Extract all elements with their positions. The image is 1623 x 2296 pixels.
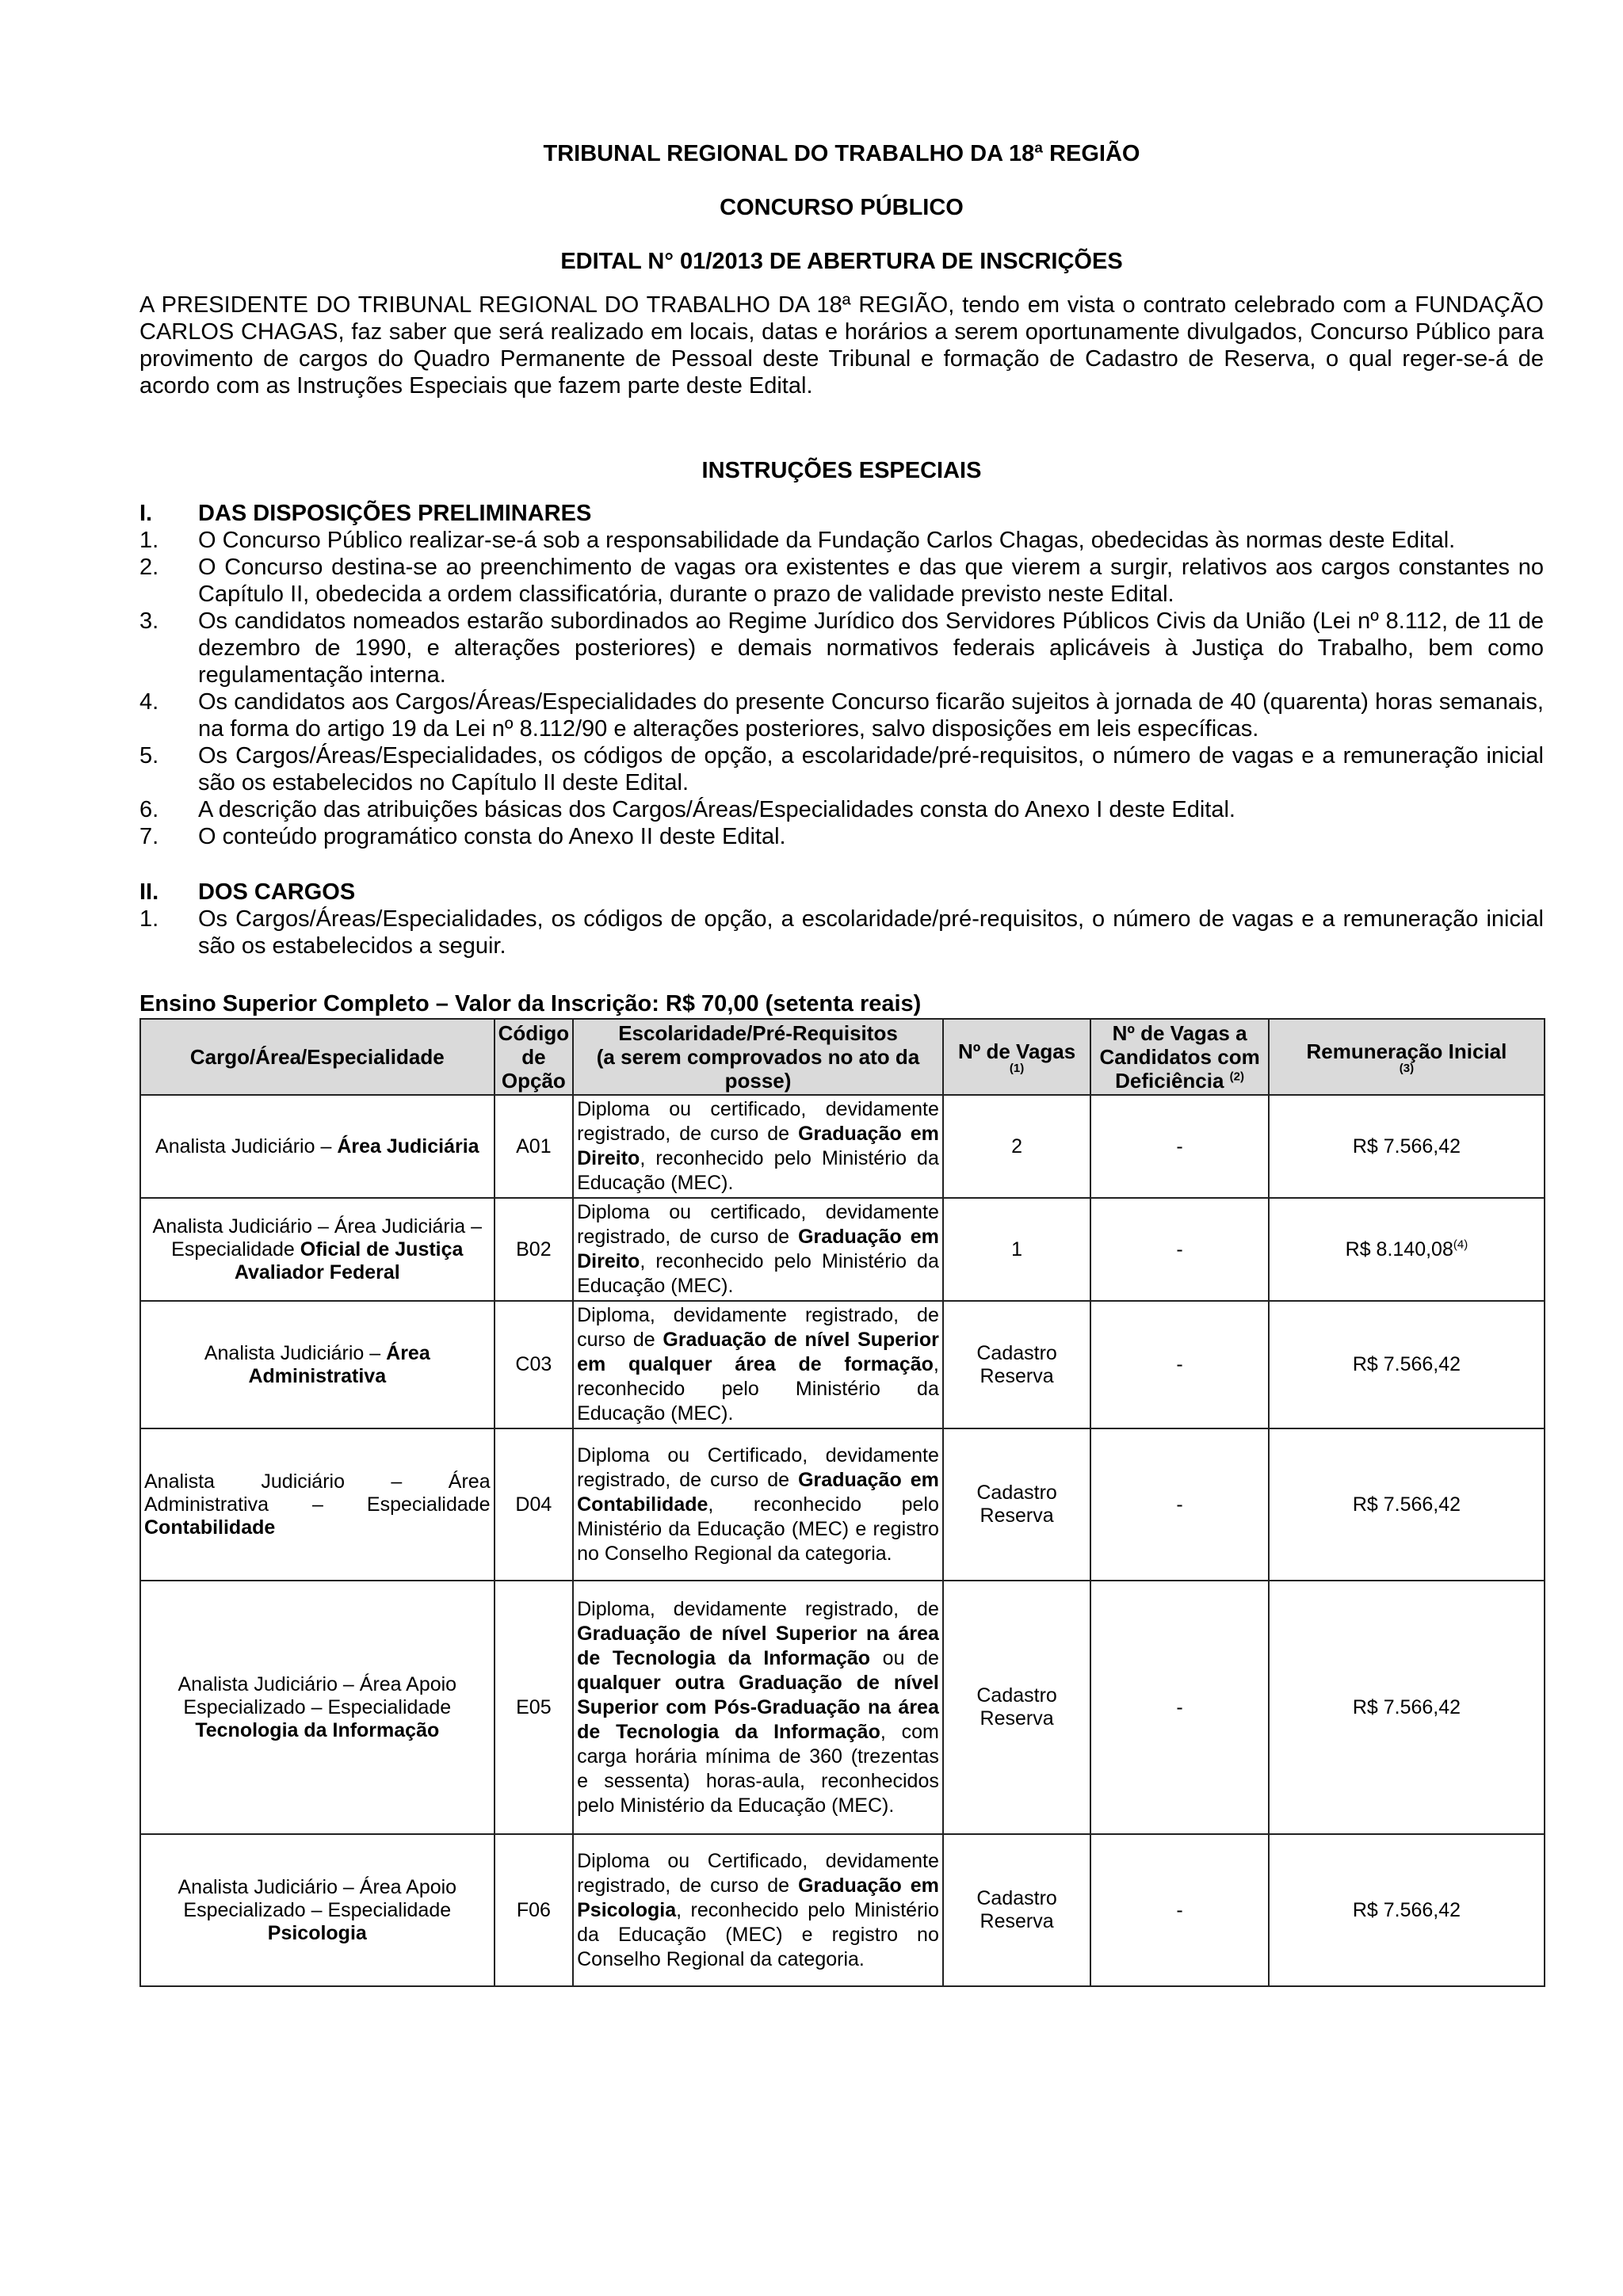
cell-vagas: 1 [943,1198,1090,1301]
item-text: Os Cargos/Áreas/Especialidades, os códigos de opção, a escolaridade/pré-requisitos, o número de vagas e a remuneração inicial são os estabelecidos no Capítulo II deste Edital. [198,743,1544,795]
cargo-text: Analista Judiciário – [155,1135,338,1158]
header-remuneracao [1269,1019,1545,1095]
cell-cargo [140,1428,495,1581]
header-escolaridade-line: Escolaridade/Pré-Requisitos [618,1021,898,1045]
header-edital: EDITAL N° 01/2013 DE ABERTURA DE INSCRIÇÕES [560,249,1123,274]
remuneracao-value: R$ 7.566,42 [1352,1493,1461,1516]
cargo-emphasis: Área Judiciária [337,1135,479,1158]
req-text: Diploma, devidamente registrado, de [577,1597,939,1620]
footnote-marker: (4) [1453,1238,1468,1252]
item-text: O conteúdo programático consta do Anexo II deste Edital. [198,824,786,849]
table-row [140,1581,1545,1834]
cell-escolaridade [573,1198,943,1301]
item-number: 5. [139,743,159,769]
header-vagas-label: Nº de Vagas [957,1039,1076,1063]
cell-codigo: A01 [495,1095,574,1198]
chapter-1-items [139,527,1544,850]
cell-remuneracao [1269,1301,1545,1428]
cell-codigo: D04 [495,1428,574,1581]
header-escolaridade-line: (a serem comprovados no ato da posse) [596,1045,920,1093]
cargo-text: Analista Judiciário – Área Judiciária – Especialidade [152,1215,483,1261]
cell-codigo: E05 [495,1581,574,1834]
req-text: , reconhecido pelo Ministério da Educação (MEC). [577,1147,939,1194]
remuneracao-value: R$ 7.566,42 [1352,1135,1461,1158]
req-text: Diploma ou Certificado, devidamente registrado, de curso de [577,1444,939,1491]
cell-cargo [140,1198,495,1301]
table-row [140,1198,1545,1301]
cell-vagas: 2 [943,1095,1090,1198]
req-text: Diploma ou Certificado, devidamente registrado, de curso de [577,1849,939,1897]
header-concurso: CONCURSO PÚBLICO [720,195,964,220]
header-codigo-line: Código [498,1021,570,1045]
cell-codigo: B02 [495,1198,574,1301]
cargo-text: Analista Judiciário – Área Apoio Especializado – Especialidade [178,1875,457,1921]
table-row [140,1095,1545,1198]
item-text: Os candidatos aos Cargos/Áreas/Especialidades do presente Concurso ficarão sujeitos à jornada de 40 (quarenta) horas semanais, na forma do artigo 19 da Lei nº 8.112/90 e alterações posteriores, salvo disposições em leis específicas. [198,689,1544,742]
chapter-1-title: DAS DISPOSIÇÕES PRELIMINARES [198,501,592,526]
instructions-title: INSTRUÇÕES ESPECIAIS [701,458,982,483]
table-heading: Ensino Superior Completo – Valor da Inscrição: R$ 70,00 (setenta reais) [139,991,922,1016]
cargo-emphasis: Área Administrativa [248,1341,430,1387]
remuneracao-value: R$ 7.566,42 [1352,1695,1461,1718]
table-row [140,1834,1545,1986]
chapter-1-item [139,742,1544,796]
item-number: 1. [139,906,159,932]
cell-codigo: C03 [495,1301,574,1428]
req-emphasis: Graduação em Psicologia [577,1874,939,1921]
cargo-emphasis: Oficial de Justiça Avaliador Federal [234,1238,464,1283]
req-emphasis: Graduação de nível Superior em qualquer área de formação [577,1329,939,1375]
cargos-table [139,1018,1545,1987]
cell-escolaridade [573,1301,943,1428]
chapter-1-item [139,688,1544,742]
cargo-emphasis: Tecnologia da Informação [195,1718,440,1741]
cargo-emphasis: Psicologia [267,1921,367,1944]
req-text: , com carga horária mínima de 360 (trezentas e sessenta) horas-aula, reconhecidos pelo Ministério da Educação (MEC). [577,1720,939,1817]
cargo-emphasis: Contabilidade [144,1516,276,1539]
chapter-1-heading [139,500,1544,527]
header-deficiencia [1090,1019,1269,1095]
header-escolaridade [573,1019,943,1095]
item-number: 4. [139,689,159,715]
header-tribunal: TRIBUNAL REGIONAL DO TRABALHO DA 18ª REGIÃO [543,141,1140,166]
item-number: 2. [139,555,159,580]
chapter-1-item [139,823,1544,850]
cell-remuneracao [1269,1198,1545,1301]
cell-remuneracao [1269,1834,1545,1986]
item-text: O Concurso Público realizar-se-á sob a responsabilidade da Fundação Carlos Chagas, obedecidas às normas deste Edital. [198,528,1456,553]
cell-vagas: Cadastro Reserva [943,1301,1090,1428]
item-number: 7. [139,824,159,849]
item-text: Os Cargos/Áreas/Especialidades, os códigos de opção, a escolaridade/pré-requisitos, o número de vagas e a remuneração inicial são os estabelecidos a seguir. [198,906,1544,959]
item-text: A descrição das atribuições básicas dos Cargos/Áreas/Especialidades consta do Anexo I deste Edital. [198,797,1235,822]
cell-cargo [140,1095,495,1198]
chapter-1-item [139,527,1544,554]
header-codigo-line: Opção [501,1069,566,1093]
document-page [139,139,1544,1987]
req-text: Diploma ou certificado, devidamente registrado, de curso de [577,1201,939,1248]
remuneracao-value: R$ 7.566,42 [1352,1898,1461,1921]
table-row [140,1428,1545,1581]
chapter-2-title: DOS CARGOS [198,879,356,905]
req-text: , reconhecido pelo Ministério da Educação (MEC). [577,1353,939,1425]
chapter-2-items [139,906,1544,959]
req-emphasis: Graduação de nível Superior na área de Tecnologia da Informação [577,1622,939,1669]
header-deficiencia-line: Deficiência [1115,1069,1224,1093]
cargo-text: Analista Judiciário – Área Administrativa – Especialidade [144,1470,491,1516]
req-text: , reconhecido pelo Ministério da Educação (MEC) e registro no Conselho Regional da categoria. [577,1898,939,1970]
cell-vagas: Cadastro Reserva [943,1428,1090,1581]
cell-remuneracao [1269,1428,1545,1581]
cell-vagas: Cadastro Reserva [943,1834,1090,1986]
cell-cargo [140,1581,495,1834]
chapter-2-heading [139,879,1544,906]
req-emphasis: Graduação em Direito [577,1226,939,1272]
header-deficiencia-line: Nº de Vagas a [1112,1021,1247,1045]
chapter-2-item [139,906,1544,959]
chapter-1-item [139,608,1544,688]
footnote-marker: (2) [1229,1070,1245,1084]
header-deficiencia-line: Candidatos com [1099,1045,1260,1069]
item-number: 1. [139,528,159,553]
cell-deficiencia: - [1090,1198,1269,1301]
req-emphasis: Graduação em Contabilidade [577,1468,939,1516]
cell-escolaridade [573,1428,943,1581]
cell-remuneracao [1269,1095,1545,1198]
chapter-1-item [139,796,1544,823]
req-text: Diploma ou certificado, devidamente registrado, de curso de [577,1098,939,1145]
req-text: , reconhecido pelo Ministério da Educação (MEC). [577,1250,939,1297]
item-number: 3. [139,608,159,634]
item-number: 6. [139,797,159,822]
remuneracao-value: R$ 7.566,42 [1352,1353,1461,1375]
cargo-text: Analista Judiciário – Área Apoio Especializado – Especialidade [178,1672,457,1718]
req-text: Diploma, devidamente registrado, de curso de [577,1304,939,1351]
cell-remuneracao [1269,1581,1545,1834]
cell-deficiencia: - [1090,1301,1269,1428]
cell-deficiencia: - [1090,1834,1269,1986]
cargo-text: Analista Judiciário – [204,1341,387,1364]
table-row [140,1301,1545,1428]
req-emphasis: qualquer outra Graduação de nível Superior com Pós-Graduação na área de Tecnologia da Informação [577,1671,939,1743]
req-emphasis: Graduação em Direito [577,1123,939,1169]
footnote-marker: (1) [1009,1062,1025,1075]
cell-deficiencia: - [1090,1428,1269,1581]
cell-escolaridade [573,1581,943,1834]
chapter-1-number: I. [139,501,153,526]
header-remuneracao-label: Remuneração Inicial [1306,1039,1507,1063]
item-text: O Concurso destina-se ao preenchimento de vagas ora existentes e das que vierem a surgir, relativos aos cargos constantes no Capítulo II, obedecida a ordem classificatória, durante o prazo de validade previsto neste Edital. [198,555,1544,607]
cell-codigo: F06 [495,1834,574,1986]
remuneracao-value: R$ 8.140,08 [1345,1238,1453,1261]
item-text: Os candidatos nomeados estarão subordinados ao Regime Jurídico dos Servidores Públicos Civis da União (Lei nº 8.112, de 11 de dezembro de 1990, e alterações posteriores) e demais normativos federais aplicáveis à Justiça do Trabalho, bem como regulamentação interna. [198,608,1544,688]
table-header-row [140,1019,1545,1095]
header-vagas [943,1019,1090,1095]
header-cargo: Cargo/Área/Especialidade [140,1019,495,1095]
chapter-2-number: II. [139,879,159,905]
header-codigo [495,1019,574,1095]
cell-vagas: Cadastro Reserva [943,1581,1090,1834]
cell-deficiencia: - [1090,1581,1269,1834]
cell-deficiencia: - [1090,1095,1269,1198]
cell-escolaridade [573,1095,943,1198]
cell-escolaridade [573,1834,943,1986]
req-text: , reconhecido pelo Ministério da Educação (MEC) e registro no Conselho Regional da categoria. [577,1493,939,1565]
chapter-1-item [139,554,1544,608]
cell-cargo [140,1834,495,1986]
header-codigo-line: de [521,1045,546,1069]
req-text: ou de [870,1646,939,1669]
intro-paragraph: A PRESIDENTE DO TRIBUNAL REGIONAL DO TRABALHO DA 18ª REGIÃO, tendo em vista o contrato celebrado com a FUNDAÇÃO CARLOS CHAGAS, faz saber que será realizado em locais, datas e horários a serem oportunamente divulgados, Concurso Público para provimento de cargos do Quadro Permanente de Pessoal deste Tribunal e formação de Cadastro de Reserva, o qual reger-se-á de acordo com as Instruções Especiais que fazem parte deste Edital. [139,292,1544,399]
cell-cargo [140,1301,495,1428]
footnote-marker: (3) [1399,1062,1415,1075]
